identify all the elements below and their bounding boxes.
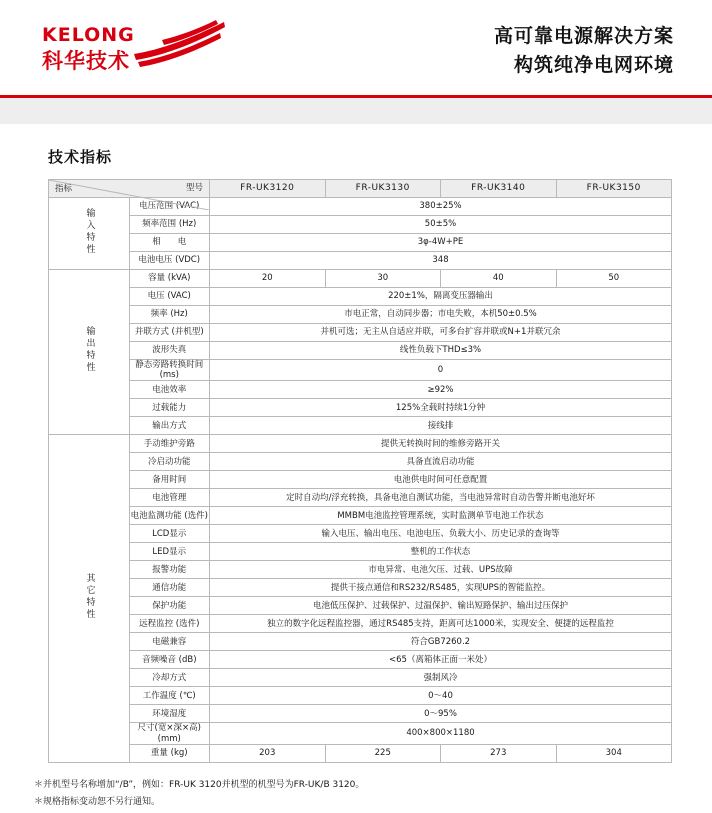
slogan-line-2: 构筑纯净电网环境 [513,53,674,76]
brand-logo [40,18,230,78]
column-header-2: FR-UK3130 [325,180,441,198]
row-label: 电池电压 (VDC) [129,252,210,270]
table-row [49,360,672,381]
row-label: 相 电 [129,234,210,252]
table-row [49,615,672,633]
row-value-merged: 348 [210,252,672,270]
table-row [49,597,672,615]
logo-text-cn: 科华技术 [42,49,130,73]
header-slogan [494,22,674,79]
table-row [49,651,672,669]
swoosh-icon [132,20,227,68]
row-value-4: 304 [556,744,672,762]
table-row [49,687,672,705]
row-value-4: 50 [556,270,672,288]
row-value-merged: 380±25% [210,198,672,216]
row-label: LCD显示 [129,525,210,543]
table-row [49,435,672,453]
table-corner-cell [49,180,210,198]
row-label: 重量 (kg) [129,744,210,762]
row-value-merged: 电池供电时间可任意配置 [210,471,672,489]
table-row [49,417,672,435]
row-value-merged: 定时自动均/浮充转换，具备电池自测试功能，当电池异常时自动告警并断电池好坏 [210,489,672,507]
corner-model-label: 型号 [185,183,203,193]
table-row [49,723,672,744]
row-group-label-1: 输入特性 [49,198,130,270]
row-value-merged: 并机可选；无主从自适应并联，可多台扩容并联或N+1并联冗余 [210,324,672,342]
row-group-label-3: 其它特性 [49,435,130,762]
row-label: 电磁兼容 [129,633,210,651]
row-value-merged: 提供无转换时间的维修旁路开关 [210,435,672,453]
table-row [49,561,672,579]
row-value-merged: 符合GB7260.2 [210,633,672,651]
row-value-merged: 独立的数字化远程监控器，通过RS485支持，距离可达1000米，实现安全、便捷的远程监控 [210,615,672,633]
row-value-merged: 3φ-4W+PE [210,234,672,252]
row-label: 工作温度 (℃) [129,687,210,705]
row-value-merged: 电池低压保护、过载保护、过温保护、输出短路保护、输出过压保护 [210,597,672,615]
row-label: 电压 (VAC) [129,288,210,306]
page-title: 技术指标 [48,148,113,166]
logo-text-en: KELONG [42,24,135,46]
row-label: 冷启动功能 [129,453,210,471]
row-value-merged: 接线排 [210,417,672,435]
table-row [49,489,672,507]
row-value-merged: 市电正常，自动同步器；市电失败，本机50±0.5% [210,306,672,324]
row-label: 备用时间 [129,471,210,489]
table-row [49,543,672,561]
row-label: 电池效率 [129,381,210,399]
row-value-merged: 400×800×1180 [210,723,672,744]
row-value-1: 203 [210,744,326,762]
row-label: 容量 (kVA) [129,270,210,288]
table-row [49,744,672,762]
table-row [49,342,672,360]
row-value-merged: 50±5% [210,216,672,234]
row-group-label-2: 输出特性 [49,270,130,435]
row-value-merged: 市电异常、电池欠压、过载、UPS故障 [210,561,672,579]
row-label: 报警功能 [129,561,210,579]
row-value-merged: MMBM电池监控管理系统，实时监测单节电池工作状态 [210,507,672,525]
column-header-4: FR-UK3150 [556,180,672,198]
row-label: 频率范围 (Hz) [129,216,210,234]
table-row [49,270,672,288]
spec-table-wrapper [48,179,672,763]
row-value-merged: 125%全载时持续1分钟 [210,399,672,417]
row-value-merged: 输入电压、输出电压、电池电压、负载大小、历史记录的查询等 [210,525,672,543]
row-label: 波形失真 [129,342,210,360]
table-row [49,399,672,417]
table-row [49,216,672,234]
row-value-merged: 强制风冷 [210,669,672,687]
table-row [49,579,672,597]
table-row [49,705,672,723]
row-label: 电池监测功能 (选件) [129,507,210,525]
column-header-3: FR-UK3140 [441,180,557,198]
row-value-3: 40 [441,270,557,288]
table-row [49,669,672,687]
table-row [49,324,672,342]
spec-table [48,179,672,763]
row-value-merged: 具备直流启动功能 [210,453,672,471]
page-header [0,0,712,95]
row-value-merged: 0～40 [210,687,672,705]
table-row [49,288,672,306]
row-value-1: 20 [210,270,326,288]
footnotes [34,777,712,811]
row-value-3: 273 [441,744,557,762]
footnote-2: ＊规格指标变动恕不另行通知。 [34,796,161,807]
row-label: 过载能力 [129,399,210,417]
slogan-line-1: 高可靠电源解决方案 [493,25,674,47]
table-row [49,471,672,489]
row-value-merged: 线性负载下THD≤3% [210,342,672,360]
table-row [49,234,672,252]
header-grey-band [0,98,712,124]
footnote-1: ＊并机型号名称增加“/B”，例如：FR-UK 3120并机型的机型号为FR-UK/B 3120。 [34,779,365,790]
row-value-2: 225 [325,744,441,762]
row-label: LED显示 [129,543,210,561]
corner-index-label: 指标 [55,183,73,194]
column-header-1: FR-UK3120 [210,180,326,198]
row-value-merged: 0 [210,360,672,381]
row-label: 环境湿度 [129,705,210,723]
row-label: 冷却方式 [129,669,210,687]
table-row [49,306,672,324]
row-label: 通信功能 [129,579,210,597]
row-label: 输出方式 [129,417,210,435]
row-value-merged: 提供干接点通信和RS232/RS485，实现UPS的智能监控。 [210,579,672,597]
table-row [49,525,672,543]
row-label: 电池管理 [129,489,210,507]
table-row [49,633,672,651]
row-label: 保护功能 [129,597,210,615]
row-label: 远程监控 (选件) [129,615,210,633]
row-label: 频率 (Hz) [129,306,210,324]
row-value-merged: <65（离箱体正面一米处） [210,651,672,669]
table-row [49,381,672,399]
row-label: 静态旁路转换时间 (ms) [129,360,210,381]
table-row [49,507,672,525]
row-label: 音频噪音 (dB) [129,651,210,669]
row-label: 手动维护旁路 [129,435,210,453]
row-label: 并联方式 (并机型) [129,324,210,342]
table-row [49,252,672,270]
row-label: 尺寸(宽×深×高) (mm) [129,723,210,744]
row-value-merged: ≥92% [210,381,672,399]
row-value-merged: 整机的工作状态 [210,543,672,561]
row-value-merged: 220±1%，隔离变压器输出 [210,288,672,306]
row-value-merged: 0～95% [210,705,672,723]
table-header-row [49,180,672,198]
row-value-2: 30 [325,270,441,288]
table-row [49,453,672,471]
row-label: 电压范围 (VAC) [129,198,210,216]
